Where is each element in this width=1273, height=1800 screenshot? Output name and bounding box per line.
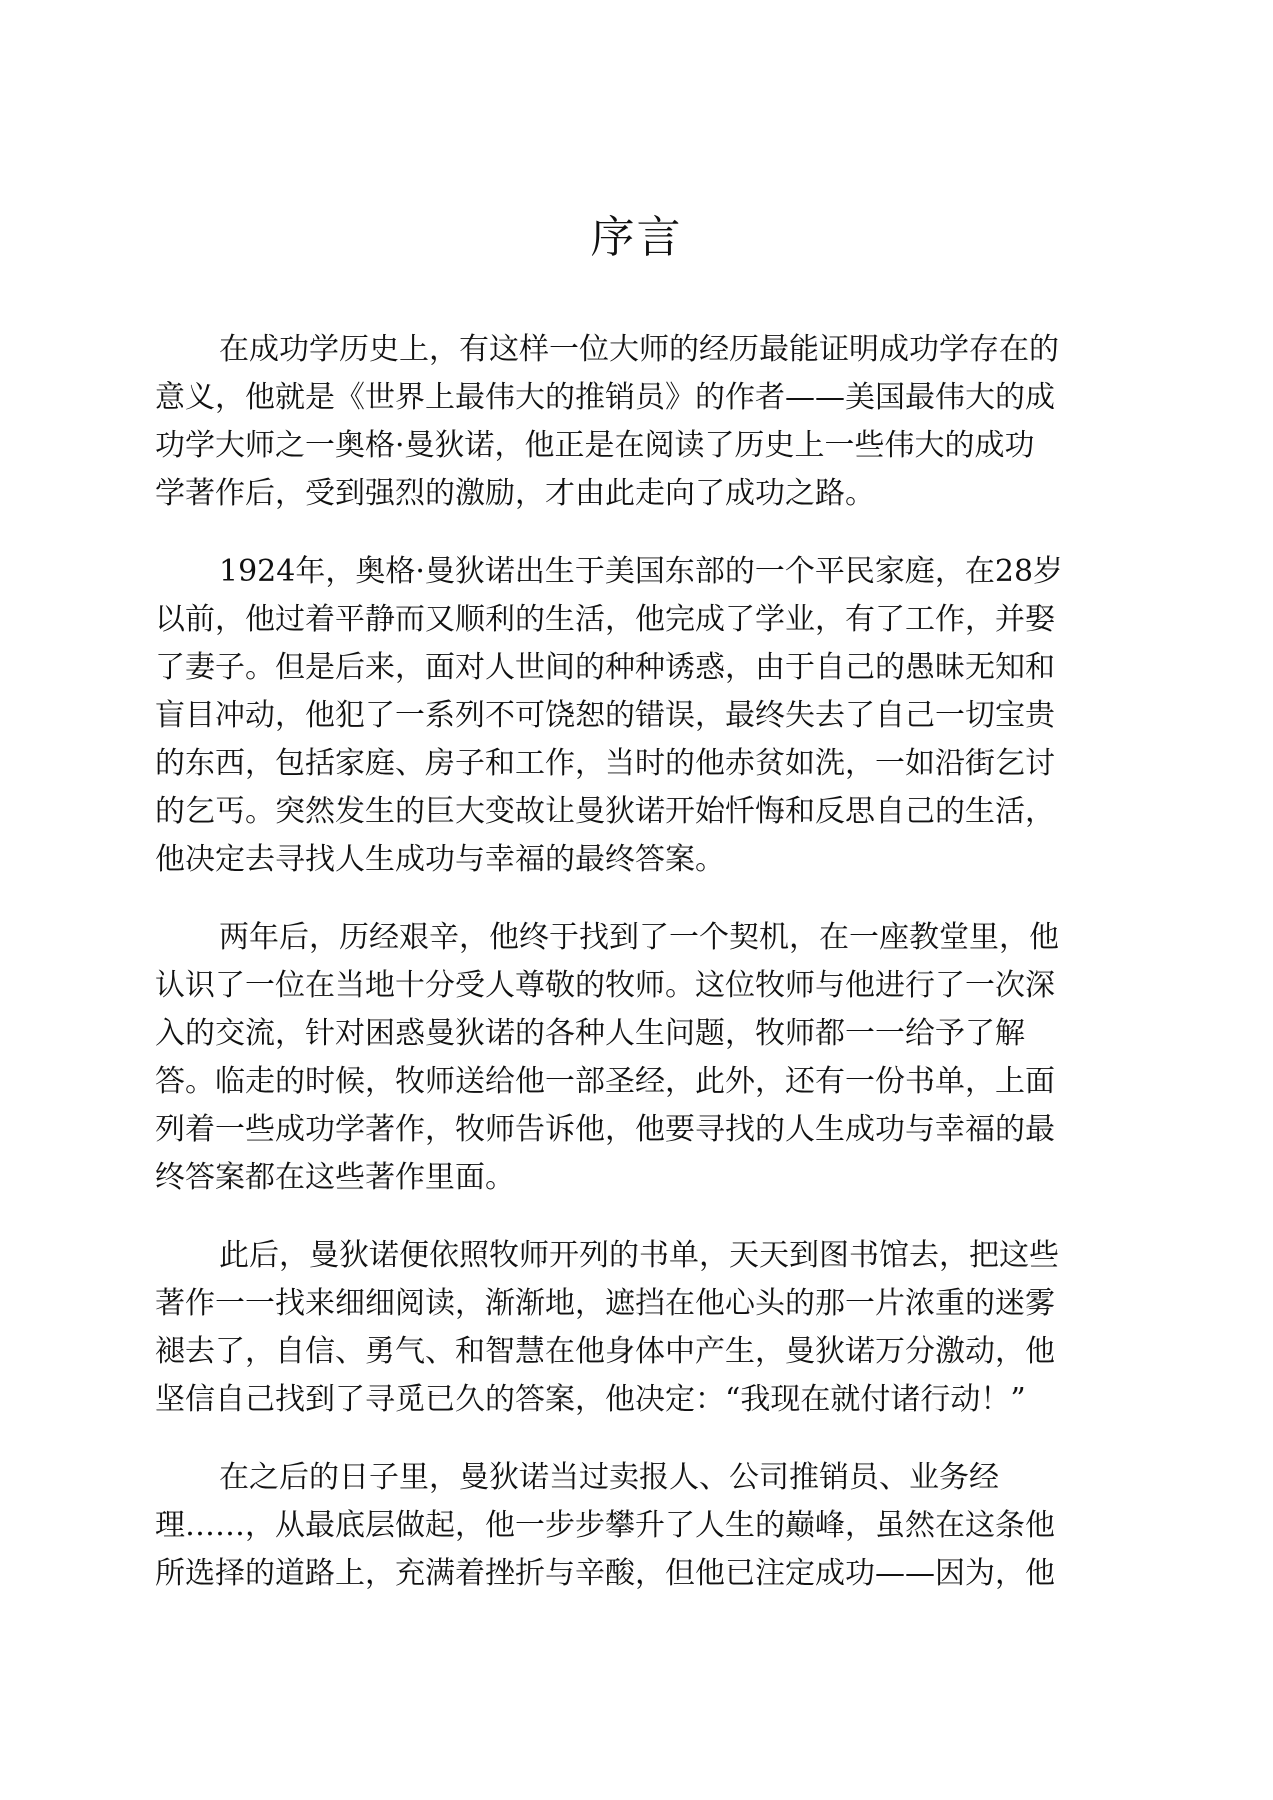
paragraph-line: 学著作后，受到强烈的激励，才由此走向了成功之路。	[155, 476, 875, 511]
paragraph-line: 在之后的日子里，曼狄诺当过卖报人、公司推销员、业务经	[219, 1460, 999, 1495]
paragraph-5	[155, 1454, 1120, 1598]
paragraph-line: 认识了一位在当地十分受人尊敬的牧师。这位牧师与他进行了一次深	[155, 968, 1055, 1003]
paragraph-line: 坚信自己找到了寻觅已久的答案，他决定：“我现在就付诸行动！”	[155, 1382, 1026, 1417]
paragraph-line: 终答案都在这些著作里面。	[155, 1160, 515, 1195]
paragraph-line: 理……，从最底层做起，他一步步攀升了人生的巅峰，虽然在这条他	[155, 1508, 1055, 1543]
paragraph-1	[155, 326, 1120, 518]
paragraph-line: 此后，曼狄诺便依照牧师开列的书单，天天到图书馆去，把这些	[219, 1238, 1059, 1273]
paragraph-line: 的乞丐。突然发生的巨大变故让曼狄诺开始忏悔和反思自己的生活，	[155, 794, 1055, 829]
paragraph-line: 的东西，包括家庭、房子和工作，当时的他赤贫如洗，一如沿街乞讨	[155, 746, 1055, 781]
paragraph-line: 所选择的道路上，充满着挫折与辛酸，但他已注定成功——因为，他	[155, 1556, 1055, 1591]
paragraph-line: 盲目冲动，他犯了一系列不可饶恕的错误，最终失去了自己一切宝贵	[155, 698, 1055, 733]
paragraph-line: 列着一些成功学著作，牧师告诉他，他要寻找的人生成功与幸福的最	[155, 1112, 1055, 1147]
paragraph-line: 1924年，奥格·曼狄诺出生于美国东部的一个平民家庭，在28岁	[219, 554, 1064, 589]
paragraph-3	[155, 914, 1120, 1202]
paragraph-line: 功学大师之一奥格·曼狄诺，他正是在阅读了历史上一些伟大的成功	[155, 428, 1035, 463]
paragraph-line: 以前，他过着平静而又顺利的生活，他完成了学业，有了工作，并娶	[155, 602, 1055, 637]
paragraph-line: 褪去了，自信、勇气、和智慧在他身体中产生，曼狄诺万分激动，他	[155, 1334, 1055, 1369]
paragraph-line: 他决定去寻找人生成功与幸福的最终答案。	[155, 842, 725, 877]
paragraph-line: 在成功学历史上，有这样一位大师的经历最能证明成功学存在的	[219, 332, 1059, 367]
paragraph-line: 了妻子。但是后来，面对人世间的种种诱惑，由于自己的愚昧无知和	[155, 650, 1055, 685]
paragraph-line: 意义，他就是《世界上最伟大的推销员》的作者——美国最伟大的成	[155, 380, 1055, 415]
paragraph-line: 答。临走的时候，牧师送给他一部圣经，此外，还有一份书单，上面	[155, 1064, 1055, 1099]
paragraph-4	[155, 1232, 1120, 1424]
document-body	[155, 326, 1120, 1628]
paragraph-line: 入的交流，针对困惑曼狄诺的各种人生问题，牧师都一一给予了解	[155, 1016, 1025, 1051]
paragraph-line: 著作一一找来细细阅读，渐渐地，遮挡在他心头的那一片浓重的迷雾	[155, 1286, 1055, 1321]
paragraph-line: 两年后，历经艰辛，他终于找到了一个契机，在一座教堂里，他	[219, 920, 1059, 955]
page-title: 序言	[590, 212, 683, 263]
paragraph-2	[155, 548, 1120, 884]
